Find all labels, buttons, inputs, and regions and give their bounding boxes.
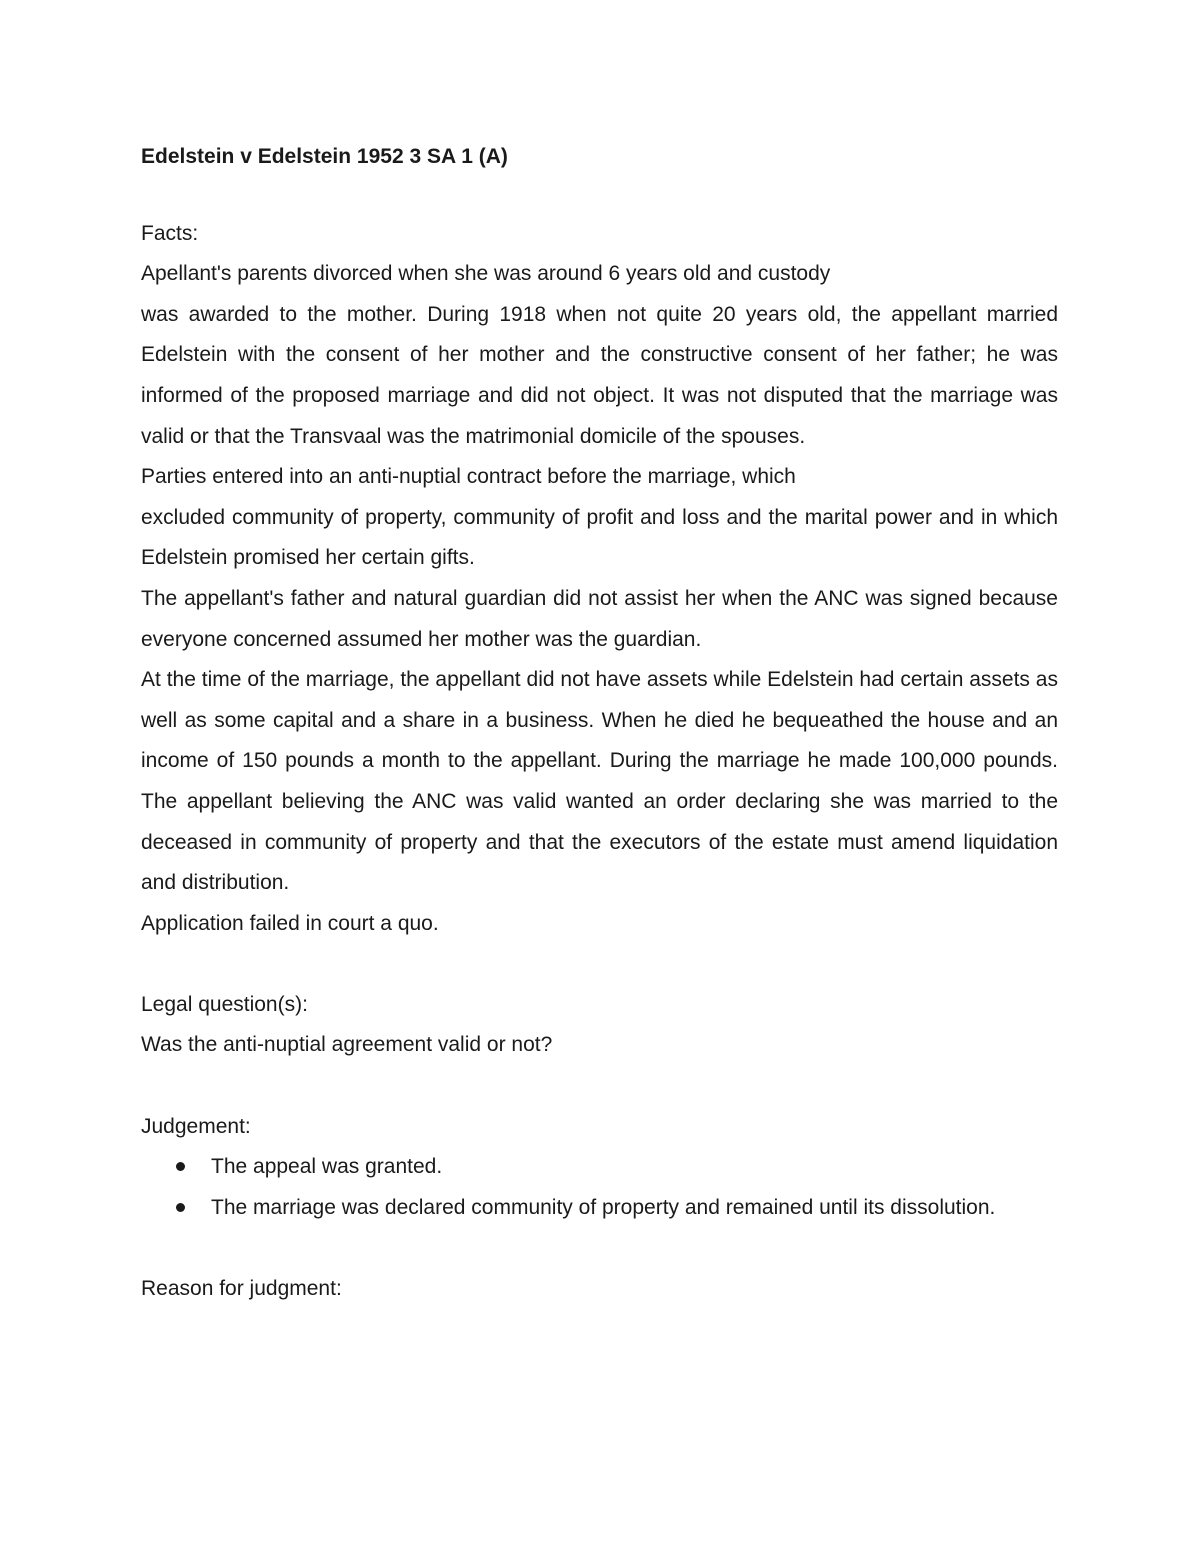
facts-paragraph-3: The appellant's father and natural guardian did not assist her when the ANC was signed because everyone concerned assumed her mother was the guardian.	[141, 586, 1058, 651]
reason-heading: Reason for judgment:	[141, 1277, 342, 1301]
facts-heading: Facts:	[141, 221, 199, 245]
list-item	[141, 1147, 1058, 1188]
document-body	[141, 141, 1058, 1310]
legal-question-text: Was the anti-nuptial agreement valid or not?	[141, 1033, 553, 1057]
spacer	[141, 1066, 1058, 1107]
list-item-text: The appeal was granted.	[211, 1155, 443, 1179]
facts-paragraph-1: was awarded to the mother. During 1918 when not quite 20 years old, the appellant married Edelstein with the consent of her mother and the constructive consent of her father; he was informed of the proposed marriage and did not object. It was not disputed that the marriage was valid or that the Transvaal was the matrimonial domicile of the spouses.	[141, 302, 1058, 448]
judgement-heading: Judgement:	[141, 1114, 251, 1138]
facts-line-2: Parties entered into an anti-nuptial contract before the marriage, which	[141, 465, 796, 489]
bullet-icon	[176, 1203, 185, 1212]
case-title: Edelstein v Edelstein 1952 3 SA 1 (A)	[141, 145, 508, 168]
spacer	[141, 944, 1058, 985]
judgement-list	[141, 1147, 1058, 1228]
spacer	[141, 173, 1058, 214]
list-item-text: The marriage was declared community of property and remained until its dissolution.	[211, 1195, 996, 1219]
facts-paragraph-5: Application failed in court a quo.	[141, 911, 439, 935]
list-item	[141, 1188, 1058, 1229]
spacer	[141, 1228, 1058, 1269]
legal-question-heading: Legal question(s):	[141, 992, 308, 1016]
bullet-icon	[176, 1162, 185, 1171]
facts-line-1: Apellant's parents divorced when she was around 6 years old and custody	[141, 262, 831, 286]
facts-paragraph-4: At the time of the marriage, the appellant did not have assets while Edelstein had certain assets as well as some capital and a share in a business. When he died he bequeathed the house and an income of 150 pounds a month to the appellant. During the marriage he made 100,000 pounds. The appellant believing the ANC was valid wanted an order declaring she was married to the deceased in community of property and that the executors of the estate must amend liquidation and distribution.	[141, 668, 1058, 895]
facts-paragraph-2: excluded community of property, community of profit and loss and the marital power and in which Edelstein promised her certain gifts.	[141, 505, 1058, 570]
